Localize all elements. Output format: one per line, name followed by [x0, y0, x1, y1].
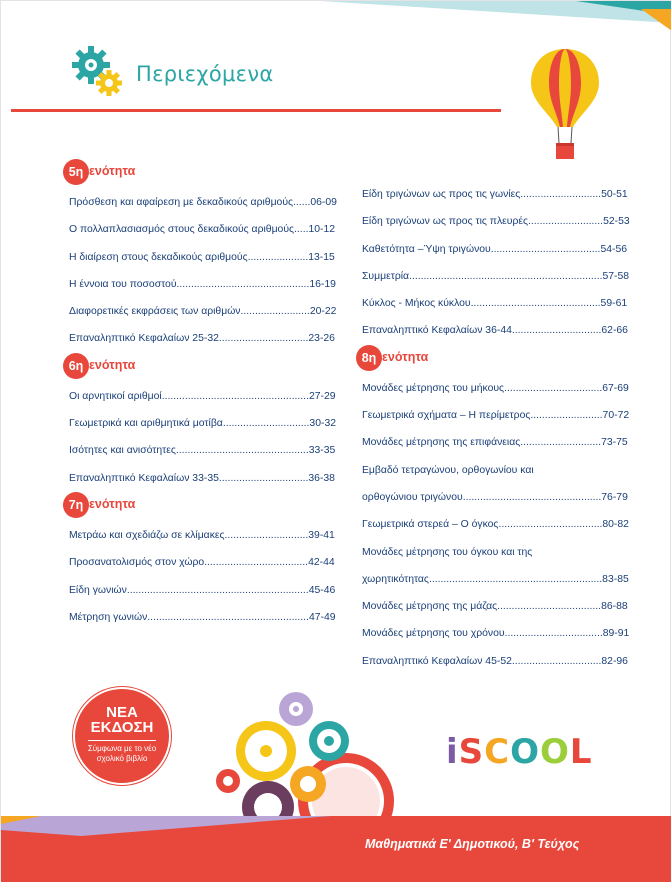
toc-entry-label: Επαναληπτικό Κεφαλαίων 45-52	[362, 655, 512, 667]
toc-leader-dots: ......	[293, 197, 311, 208]
logo-letter: O	[540, 732, 570, 772]
logo-letter: S	[458, 732, 485, 772]
toc-leader-dots: ...................................................	[161, 390, 309, 402]
toc-entry-pages: 13-15	[308, 251, 335, 263]
toc-leader-dots: ............................	[520, 189, 602, 200]
toc-entry[interactable]	[69, 577, 347, 604]
toc-entry-pages: 42-44	[308, 557, 335, 569]
toc-entry-pages: 45-46	[308, 584, 336, 596]
gears-icon	[71, 45, 127, 99]
toc-leader-dots: ............................	[520, 437, 602, 449]
toc-leader-dots: ..............................	[222, 418, 310, 430]
top-corner-decoration	[1, 1, 671, 41]
toc-entry[interactable]	[362, 593, 640, 620]
toc-leader-dots: .....	[294, 224, 309, 236]
toc-entry[interactable]	[362, 236, 640, 263]
toc-entry-pages: 47-49	[308, 611, 336, 623]
toc-entry-pages: 27-29	[308, 390, 336, 402]
page-title: Περιεχόμενα	[136, 62, 274, 86]
toc-entry-label: Μονάδες μέτρησης της επιφάνειας	[362, 437, 521, 449]
logo-letter: L	[569, 732, 593, 772]
hot-air-balloon-illustration	[529, 47, 601, 167]
section-label: ενότητα	[89, 164, 136, 178]
toc-entry[interactable]	[362, 620, 640, 647]
toc-entry-pages: 73-75	[601, 437, 628, 449]
toc-entry-pages: 20-22	[309, 306, 337, 318]
toc-entry[interactable]	[362, 375, 640, 402]
gears-cluster-illustration	[216, 689, 416, 817]
toc-entry[interactable]	[69, 325, 347, 352]
toc-leader-dots: ....................................	[497, 601, 602, 613]
toc-entry-pages: 57-58	[602, 270, 630, 282]
toc-entry[interactable]	[362, 290, 640, 317]
toc-entry-label: Επαναληπτικό Κεφαλαίων 36-44	[362, 325, 512, 337]
toc-entry-label: Μέτρηση γωνιών	[69, 611, 148, 623]
toc-entry-pages: 16-19	[309, 278, 336, 290]
toc-leader-dots: ...............................................................	[126, 584, 309, 596]
toc-leader-dots: ............................................................	[428, 573, 603, 585]
toc-entry[interactable]	[362, 263, 640, 290]
toc-entry[interactable]	[362, 429, 640, 456]
toc-entry[interactable]	[69, 298, 347, 325]
toc-entry[interactable]	[362, 181, 640, 208]
toc-entry-label: Μονάδες μέτρησης του χρόνου	[362, 628, 505, 640]
toc-entry-pages: 33-35	[308, 445, 336, 457]
toc-leader-dots: ................................................	[462, 491, 602, 503]
section-label: ενότητα	[89, 496, 136, 511]
toc-entry-label: Γεωμετρικά και αριθμητικά μοτίβα	[69, 418, 223, 430]
toc-entry-pages: 62-66	[601, 325, 628, 337]
footer-book-title: Μαθηματικά Ε' Δημοτικού, Β' Τεύχος	[365, 837, 580, 851]
section-number-badge: 5η	[63, 159, 89, 185]
toc-entry[interactable]	[69, 549, 347, 576]
toc-entry-text: Μονάδες μέτρησης του όγκου και της	[362, 546, 533, 558]
toc-entry-pages: 89-91	[602, 628, 630, 640]
toc-entry-pages: 83-85	[602, 573, 629, 585]
section-number-badge: 7η	[63, 492, 89, 518]
toc-entry-pages: 82-96	[601, 655, 628, 667]
toc-entry[interactable]	[69, 244, 347, 271]
toc-entry-pages: 23-26	[308, 333, 335, 345]
toc-left-column	[69, 159, 347, 631]
toc-entry[interactable]	[69, 465, 347, 492]
toc-entry[interactable]	[69, 271, 347, 298]
toc-entry-label: Πρόσθεση και αφαίρεση με δεκαδικούς αριθμούς	[69, 197, 294, 208]
toc-leader-dots: ..................................	[504, 382, 603, 394]
new-edition-badge	[73, 687, 171, 785]
toc-entry-pages: 06-09	[310, 197, 337, 208]
toc-entry-pages: 76-79	[601, 491, 628, 503]
section-heading	[69, 159, 347, 189]
toc-entry[interactable]	[362, 208, 640, 235]
toc-entry-label: Επαναληπτικό Κεφαλαίων 25-32	[69, 333, 219, 345]
toc-entry-pages: 54-56	[600, 243, 628, 255]
toc-entry-label: Είδη τριγώνων ως προς τις γωνίες	[362, 189, 521, 200]
toc-entry-label: Η έννοια του ποσοστού	[69, 278, 177, 290]
toc-leader-dots: .....................	[247, 251, 309, 263]
toc-entry-label: Γεωμετρικά στερεά – Ο όγκος	[362, 519, 499, 531]
logo-letter: O	[510, 732, 541, 772]
toc-entry-label: Είδη γωνιών	[69, 584, 127, 596]
section-heading	[362, 345, 640, 375]
toc-entry-label: Μετράω και σχεδιάζω σε κλίμακες	[69, 529, 225, 541]
section-number-badge: 8η	[356, 345, 382, 371]
toc-entry-pages: 59-61	[600, 298, 628, 310]
toc-leader-dots: ...............................	[218, 472, 309, 484]
section-heading	[69, 492, 347, 522]
toc-entry-label: Καθετότητα –Ύψη τριγώνου	[362, 243, 491, 255]
toc-entry-label: Ο πολλαπλασιασμός στους δεκαδικούς αριθμούς	[69, 224, 295, 236]
toc-leader-dots: .............................	[224, 529, 309, 541]
logo-letter: i	[446, 732, 459, 772]
toc-entry[interactable]	[69, 189, 347, 216]
toc-entry-label: Μονάδες μέτρησης της μάζας	[362, 601, 498, 613]
toc-entry-pages: 10-12	[308, 224, 336, 236]
toc-entry-label: Ισότητες και ανισότητες	[69, 445, 176, 457]
toc-leader-dots: ....................................	[498, 519, 603, 531]
toc-entry-pages: 36-38	[308, 472, 335, 484]
toc-entry[interactable]	[362, 484, 640, 511]
toc-leader-dots: ..................................	[504, 628, 603, 640]
toc-leader-dots: ........................................................	[147, 611, 309, 623]
toc-leader-dots: ...................................................................	[409, 270, 603, 282]
toc-entry[interactable]	[362, 566, 640, 593]
toc-entry-text: Εμβαδό τετραγώνου, ορθογωνίου και	[362, 464, 534, 476]
toc-entry-label: Επαναληπτικό Κεφαλαίων 33-35	[69, 472, 219, 484]
toc-entry-pages: 50-51	[601, 189, 628, 200]
toc-entry-pages: 52-53	[603, 216, 630, 228]
toc-entry[interactable]	[69, 383, 347, 410]
toc-entry-pages: 39-41	[308, 529, 335, 541]
toc-entry-pages: 80-82	[602, 519, 629, 531]
toc-leader-dots: ....................................	[204, 557, 309, 569]
toc-right-column	[362, 181, 640, 675]
section-label: ενότητα	[382, 349, 429, 364]
toc-leader-dots: .........................	[530, 410, 603, 422]
toc-entry[interactable]	[362, 648, 640, 675]
toc-entry-label: Προσανατολισμός στον χώρο	[69, 557, 205, 569]
toc-entry-pages: 30-32	[309, 418, 336, 430]
toc-leader-dots: ...............................	[218, 333, 309, 345]
section-heading	[69, 353, 347, 383]
toc-leader-dots: ..............................................	[175, 445, 309, 457]
toc-entry-label: Η διαίρεση στους δεκαδικούς αριθμούς	[69, 251, 248, 263]
toc-entry[interactable]	[69, 437, 347, 464]
toc-leader-dots: ..............................................	[176, 278, 310, 290]
toc-entry[interactable]	[69, 522, 347, 549]
new-edition-subtitle: Σύμφωνα με το νέο σχολικό βιβλίο	[87, 744, 157, 763]
badge-divider	[88, 740, 156, 741]
section-number-badge: 6η	[63, 353, 89, 379]
toc-entry[interactable]	[362, 402, 640, 429]
toc-entry[interactable]	[69, 604, 347, 631]
toc-entry-pages: 67-69	[602, 382, 629, 394]
toc-leader-dots: .............................................	[470, 298, 601, 310]
toc-leader-dots: ...............................	[511, 655, 602, 667]
iscool-logo	[446, 732, 593, 772]
toc-entry-label: Συμμετρία	[362, 270, 410, 282]
toc-entry-label: ορθογώνιου τριγώνου	[362, 491, 463, 503]
new-edition-line1: ΝΕΑ	[106, 704, 138, 721]
toc-entry-label: Διαφορετικές εκφράσεις των αριθμών	[69, 306, 241, 318]
toc-entry-label: χωρητικότητας	[362, 573, 429, 585]
toc-leader-dots: ..........................	[528, 216, 604, 228]
toc-leader-dots: ......................................	[490, 243, 601, 255]
section-label: ενότητα	[89, 357, 136, 372]
new-edition-line2: ΕΚΔΟΣΗ	[90, 719, 154, 736]
toc-entry-label: Είδη τριγώνων ως προς τις πλευρές	[362, 216, 529, 228]
toc-entry-pages: 86-88	[601, 601, 628, 613]
toc-entry-label: Μονάδες μέτρησης του μήκους	[362, 382, 505, 394]
toc-entry[interactable]	[362, 511, 640, 538]
logo-letter: C	[484, 732, 511, 772]
title-underline	[11, 109, 501, 112]
toc-entry[interactable]	[69, 216, 347, 243]
toc-entry[interactable]	[69, 410, 347, 437]
toc-entry-pages: 70-72	[602, 410, 630, 422]
toc-leader-dots: ........................	[240, 306, 310, 318]
toc-leader-dots: ...............................	[511, 325, 602, 337]
toc-entry-label: Κύκλος - Μήκος κύκλου	[362, 298, 471, 310]
toc-entry-label: Οι αρνητικοί αριθμοί	[69, 390, 162, 402]
toc-entry[interactable]	[362, 317, 640, 344]
toc-entry-label: Γεωμετρικά σχήματα – Η περίμετρος	[362, 410, 531, 422]
